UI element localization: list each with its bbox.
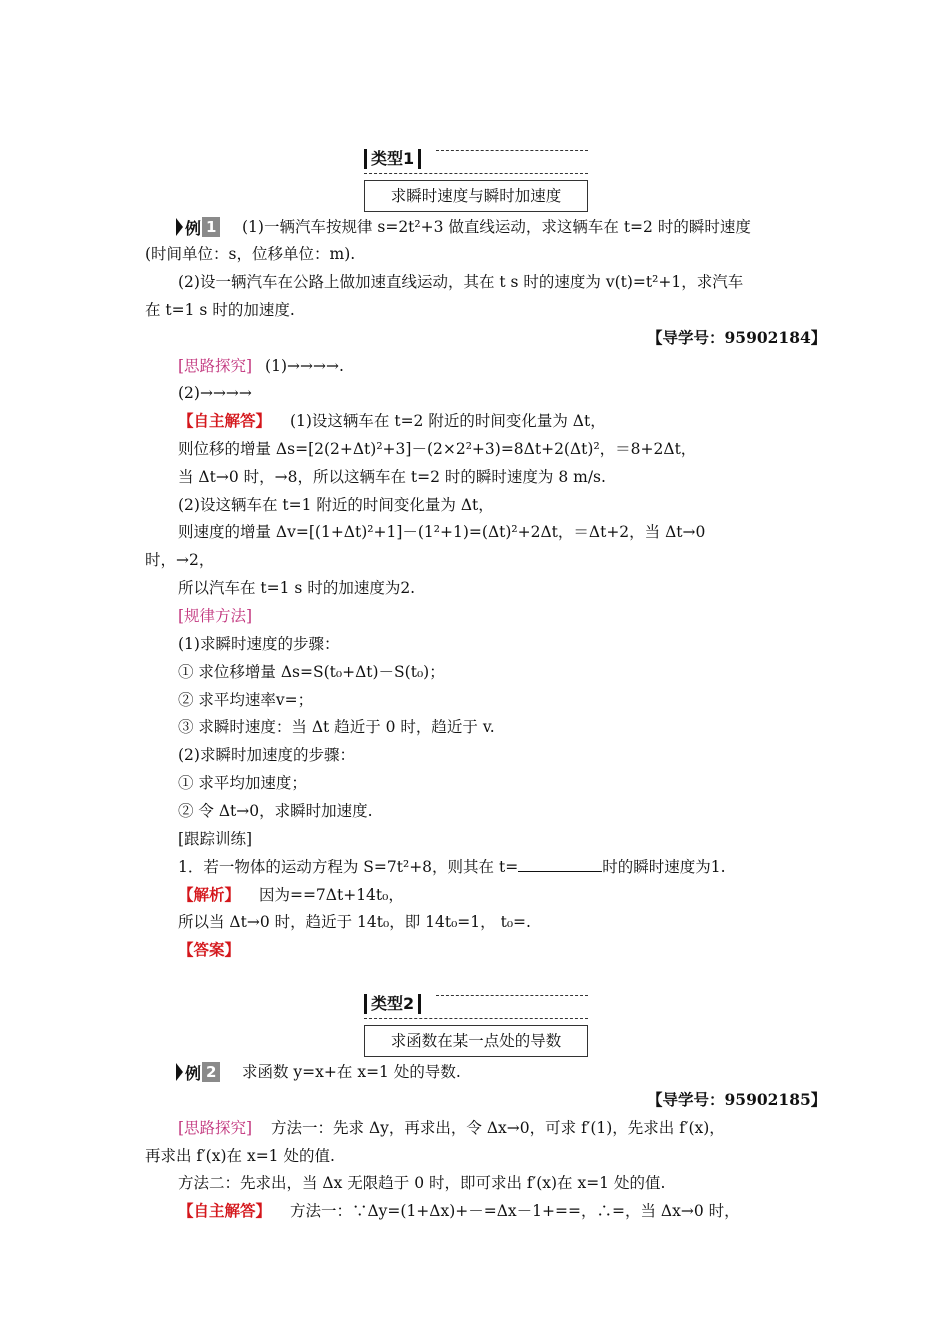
example-badge-1 bbox=[176, 217, 220, 237]
solve-label: 【自主解答】 bbox=[178, 411, 272, 430]
rule-text-6: ① 求平均加速度； bbox=[178, 774, 307, 792]
analysis-label: 【解析】 bbox=[178, 885, 241, 904]
analysis-text-2: 所以当 Δt→0 时，趋近于 14t₀，即 14t₀=1， t₀=. bbox=[178, 913, 531, 931]
solve-text-4: (2)设这辆车在 t=1 附近的时间变化量为 Δt， bbox=[178, 496, 494, 514]
rule-label: [规律方法] bbox=[178, 607, 253, 625]
type-label-2: 类型2 bbox=[364, 994, 421, 1014]
guide-number-1: 【导学号：95902184】 bbox=[647, 328, 827, 347]
example-badge-2 bbox=[176, 1062, 220, 1082]
guide-number-2: 【导学号：95902185】 bbox=[647, 1090, 827, 1109]
type-label-1: 类型1 bbox=[364, 149, 421, 169]
explore-text-ex2-3: 方法二：先求出，当 Δx 无限趋于 0 时，即可求出 f′(x)在 x=1 处的值. bbox=[178, 1174, 666, 1192]
explore-text-ex2-1: 方法一：先求 Δy，再求出，令 Δx→0，可求 f′(1)，先求出 f′(x)， bbox=[271, 1119, 725, 1137]
explore-label: [思路探究] bbox=[178, 357, 253, 375]
triangle-icon bbox=[176, 218, 183, 236]
question-1-line-1: (1)一辆汽车按规律 s=2t²+3 做直线运动，求这辆车在 t=2 时的瞬时速度 bbox=[242, 218, 751, 236]
dashed-rule-1b bbox=[364, 173, 588, 174]
dashed-rule-2 bbox=[436, 995, 588, 996]
question-ex2: 求函数 y=x+在 x=1 处的导数. bbox=[242, 1063, 461, 1081]
rule-text-5: (2)求瞬时加速度的步骤： bbox=[178, 746, 355, 764]
rule-text-1: (1)求瞬时速度的步骤： bbox=[178, 635, 340, 653]
question-2-line-1: (2)设一辆汽车在公路上做加速直线运动，其在 t s 时的速度为 v(t)=t²+1，求汽车 bbox=[178, 273, 744, 291]
example-number: 1 bbox=[202, 217, 220, 237]
track-question bbox=[178, 856, 726, 878]
example-number: 2 bbox=[202, 1062, 220, 1082]
solve-row-ex2 bbox=[178, 1200, 740, 1222]
triangle-icon bbox=[176, 1063, 183, 1081]
explore-text-ex2-2: 再求出 f′(x)在 x=1 处的值. bbox=[145, 1147, 335, 1165]
dashed-rule-2b bbox=[364, 1018, 588, 1019]
answer-blank bbox=[518, 857, 602, 872]
track-question-b: 时的瞬时速度为1. bbox=[602, 858, 726, 876]
question-1-line-2: (时间单位：s，位移单位：m). bbox=[145, 245, 356, 263]
solve-text-3: 当 Δt→0 时，→8，所以这辆车在 t=2 时的瞬时速度为 8 m/s. bbox=[178, 468, 606, 486]
analysis-row bbox=[178, 884, 404, 906]
rule-text-7: ② 令 Δt→0，求瞬时加速度. bbox=[178, 802, 373, 820]
analysis-text-1: 因为==7Δt+14t₀， bbox=[258, 886, 404, 904]
solve-text-5: 则速度的增量 Δv=[(1+Δt)²+1]－(1²+1)=(Δt)²+2Δt，＝Δt+2，当 Δt→0 bbox=[178, 523, 706, 541]
rule-text-3: ② 求平均速率v=； bbox=[178, 691, 314, 709]
example-word: 例 bbox=[185, 218, 202, 238]
explore-text-1: (1)→→→→. bbox=[265, 357, 344, 375]
explore-text-2: (2)→→→→ bbox=[178, 384, 252, 402]
explore-row-ex2 bbox=[178, 1117, 725, 1139]
explore-row-1 bbox=[178, 355, 344, 377]
solve-text-ex2-1: 方法一：∵Δy=(1+Δx)+－=Δx－1+==，∴=，当 Δx→0 时， bbox=[289, 1202, 740, 1220]
track-question-a: 1．若一物体的运动方程为 S=7t²+8，则其在 t= bbox=[178, 858, 519, 876]
dashed-rule-1 bbox=[436, 150, 588, 151]
solve-row-1 bbox=[178, 410, 606, 432]
section-title-1: 求瞬时速度与瞬时加速度 bbox=[364, 180, 588, 212]
solve-text-6: 时，→2， bbox=[145, 551, 215, 569]
question-2-line-2: 在 t=1 s 时的加速度. bbox=[145, 301, 295, 319]
track-label: [跟踪训练] bbox=[178, 830, 253, 848]
example-word: 例 bbox=[185, 1063, 202, 1083]
solve-text-1: (1)设这辆车在 t=2 附近的时间变化量为 Δt， bbox=[289, 412, 606, 430]
section-title-2: 求函数在某一点处的导数 bbox=[364, 1025, 588, 1057]
explore-label-ex2: [思路探究] bbox=[178, 1119, 253, 1137]
solve-text-2: 则位移的增量 Δs=[2(2+Δt)²+3]－(2×2²+3)=8Δt+2(Δt)²，＝8+2Δt， bbox=[178, 440, 697, 458]
solve-text-7: 所以汽车在 t=1 s 时的加速度为2. bbox=[178, 579, 416, 597]
solve-label-ex2: 【自主解答】 bbox=[178, 1201, 272, 1220]
answer-label: 【答案】 bbox=[178, 940, 241, 959]
rule-text-4: ③ 求瞬时速度：当 Δt 趋近于 0 时，趋近于 v. bbox=[178, 718, 495, 736]
rule-text-2: ① 求位移增量 Δs=S(t₀+Δt)－S(t₀)； bbox=[178, 663, 445, 681]
